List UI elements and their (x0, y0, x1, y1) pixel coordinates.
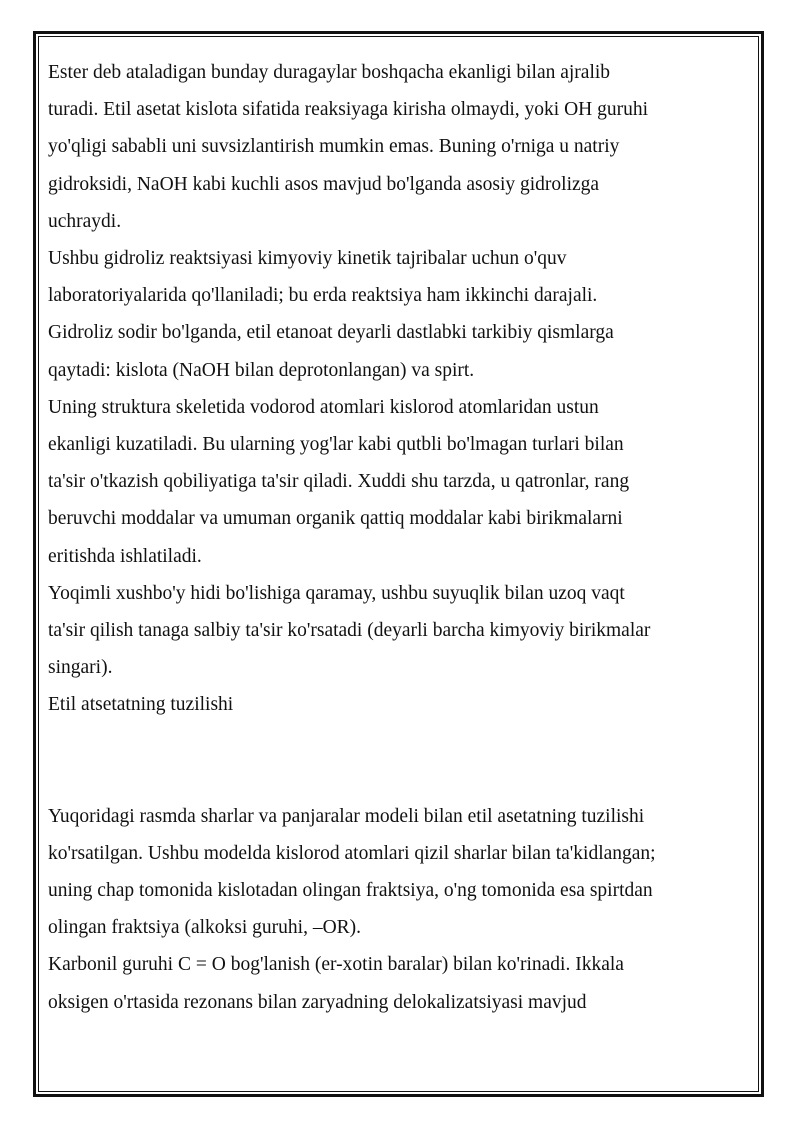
text-line: laboratoriyalarida qo'llaniladi; bu erda reaktsiya ham ikkinchi darajali. (48, 285, 598, 307)
text-line: Yoqimli xushbo'y hidi bo'lishiga qaramay, ushbu suyuqlik bilan uzoq vaqt (48, 582, 625, 604)
text-line: ta'sir qilish tanaga salbiy ta'sir ko'rsatadi (deyarli barcha kimyoviy birikmalar (48, 620, 651, 642)
text-line: uning chap tomonida kislotadan olingan fraktsiya, o'ng tomonida esa spirtdan (48, 880, 653, 902)
paragraph-ester-hydrolysis (48, 54, 748, 240)
paragraph-model-description (48, 798, 748, 947)
text-line: Karbonil guruhi C = O bog'lanish (er-xotin baralar) bilan ko'rinadi. Ikkala (48, 954, 624, 976)
text-line: qaytadi: kislota (NaOH bilan deprotonlangan) va spirt. (48, 359, 475, 381)
text-line: oksigen o'rtasida rezonans bilan zaryadning delokalizatsiyasi mavjud (48, 991, 587, 1013)
paragraph-kinetics (48, 240, 748, 389)
text-line: uchraydi. (48, 210, 122, 232)
text-line: olingan fraktsiya (alkoksi guruhi, –OR). (48, 917, 362, 939)
text-line: ko'rsatilgan. Ushbu modelda kislorod atomlari qizil sharlar bilan ta'kidlangan; (48, 842, 656, 864)
text-line: singari). (48, 657, 113, 679)
text-line: eritishda ishlatiladi. (48, 545, 202, 567)
text-line: Uning struktura skeletida vodorod atomlari kislorod atomlaridan ustun (48, 396, 599, 418)
text-line: yo'qligi sababli uni suvsizlantirish mumkin emas. Buning o'rniga u natriy (48, 136, 620, 158)
text-line: beruvchi moddalar va umuman organik qattiq moddalar kabi birikmalarni (48, 508, 623, 530)
paragraph-carbonyl (48, 946, 748, 1020)
text-line: Yuqoridagi rasmda sharlar va panjaralar modeli bilan etil asetatning tuzilishi (48, 805, 645, 827)
document-body (48, 54, 748, 1021)
text-line: Ester deb ataladigan bunday duragaylar boshqacha ekanligi bilan ajralib (48, 62, 611, 83)
figure-placeholder (48, 724, 748, 798)
text-line: Ushbu gidroliz reaktsiyasi kimyoviy kinetik tajribalar uchun o'quv (48, 248, 567, 270)
text-line: gidroksidi, NaOH kabi kuchli asos mavjud bo'lganda asosiy gidrolizga (48, 173, 600, 195)
text-line: Gidroliz sodir bo'lganda, etil etanoat deyarli dastlabki tarkibiy qismlarga (48, 322, 614, 344)
text-line: ekanligi kuzatiladi. Bu ularning yog'lar kabi qutbli bo'lmagan turlari bilan (48, 434, 624, 456)
heading-text: Etil atsetatning tuzilishi (48, 694, 234, 716)
section-heading-structure (48, 686, 748, 723)
text-line: turadi. Etil asetat kislota sifatida reaksiyaga kirisha olmaydi, yoki OH guruhi (48, 99, 649, 121)
paragraph-structure-skeleton (48, 389, 748, 575)
text-line: ta'sir o'tkazish qobiliyatiga ta'sir qiladi. Xuddi shu tarzda, u qatronlar, rang (48, 471, 630, 493)
paragraph-smell (48, 575, 748, 687)
